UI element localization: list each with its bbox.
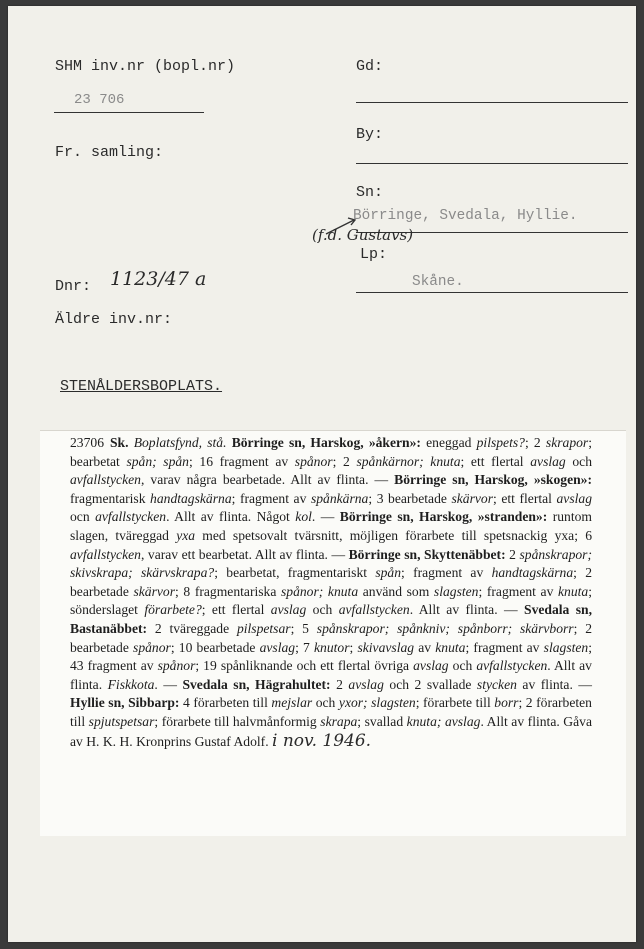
category-heading: STENÅLDERSBOPLATS. [60, 378, 223, 395]
clipping-segment: slagsten [543, 639, 589, 655]
clipping-segment: 2 tväreggade [147, 620, 237, 636]
clipping-segment: 4 förarbeten till [179, 695, 272, 711]
clipping-segment: fragmentarisk [70, 490, 151, 506]
clipping-number: 23706 [70, 435, 104, 450]
clipping-segment: . Allt av flinta. Gåva av H. K. H. Kronprins Gustaf Adolf. [70, 713, 592, 749]
clipping-segment: spånkärnor; knuta [356, 453, 461, 469]
clipping-segment: ; 7 [295, 639, 314, 655]
clipping-segment: spånor [294, 453, 333, 469]
catalog-card [8, 6, 636, 942]
clipping-segment: Börringe sn, Harskog, »åkern»: [231, 435, 421, 450]
clipping-segment: pilspetsar [236, 620, 291, 636]
clipping-segment: knuta [435, 639, 466, 655]
sn-label: Sn: [356, 184, 384, 201]
clipping-segment: Svedala sn, Bastanäbbet: [70, 602, 592, 636]
lp-value: Skåne. [412, 274, 464, 290]
clipping-segment: förarbete? [144, 602, 202, 618]
clipping-segment: avslag [530, 453, 566, 469]
clipping-segment: ; 8 fragmentariska [175, 583, 281, 599]
clipping-segment: skivavslag [357, 639, 415, 655]
clipping-segment: , varav ett bearbetat. Allt av flinta. — [140, 546, 349, 562]
aldre-label: Äldre inv.nr: [55, 311, 173, 328]
clipping-segment: avfallstycken [338, 602, 410, 618]
clipping-segment: 2 [505, 546, 520, 562]
clipping-segment: ; 16 fragment av [188, 453, 295, 469]
handwritten-date: i nov. 1946. [272, 730, 372, 751]
clipping-segment: ; [349, 639, 358, 655]
clipping-segment: ; förarbete till [415, 695, 495, 711]
clipping-segment: och 2 svallade [383, 676, 477, 692]
clipping-segment: avslag [270, 602, 307, 618]
clipping-segment: . — [154, 676, 183, 692]
clipping-segment: Fiskkota [107, 676, 155, 692]
clipping-segment: ; sönderslaget [70, 583, 592, 618]
clipping-segment: ; 2 förarbeten till [70, 695, 592, 729]
clipping-segment: spånor [157, 658, 196, 674]
clipping-segment: ; svallad [357, 713, 407, 729]
clipping-segment: , varav några bearbetade. Allt av flinta. — [140, 472, 395, 488]
clipping-segment: knuta; avslag [406, 713, 481, 729]
clipping-segment: skärvor [451, 490, 494, 506]
inv-value: 23 706 [74, 92, 125, 108]
clipping-segment: skrapor [545, 435, 589, 450]
clipping-segment: 2 [330, 676, 349, 692]
clipping-segment: ; 2 bearbetade [70, 620, 592, 655]
clipping-segment: skärvor [133, 583, 176, 599]
by-rule [356, 163, 628, 164]
clipping-segment: handtagskärna [150, 490, 232, 506]
gd-label: Gd: [356, 58, 384, 75]
clipping-segment: använd som [358, 583, 434, 599]
clipping-segment: eneggad [420, 435, 477, 450]
clipping-segment: ; bearbetat [70, 435, 592, 469]
clipping-segment: handtagskärna [491, 565, 574, 581]
clipping-segment: . Allt av flinta. Något [166, 509, 296, 525]
clipping-segment: avfallstycken [70, 472, 141, 488]
clipping-segment: . — [311, 509, 340, 525]
clipping-segment: Sk. [109, 435, 129, 450]
clipping-segment: . Allt av flinta. [70, 658, 592, 692]
clipping-segment: spånskrapor; skivskrapa; skärvskrapa? [70, 546, 592, 581]
clipping-segment: och [306, 602, 339, 618]
clipping-segment: och [448, 658, 477, 674]
clipping-segment: yxor; slagsten [338, 695, 416, 711]
clipping-segment: ; förarbete till halvmånformig [154, 713, 321, 729]
lp-rule [356, 292, 628, 293]
clipping-segment: ; 2 bearbetade [70, 565, 592, 599]
sn-value: Börringe, Svedala, Hyllie. [353, 208, 578, 224]
clipping-segment: spån [375, 565, 402, 581]
handwritten-note: (f.d. Gustavs) [312, 226, 414, 244]
clipping-segment: avfallstycken [476, 658, 548, 674]
clipping-segment: skrapa [320, 713, 358, 729]
clipping-segment: avslag [413, 658, 449, 674]
clipping-segment: kol [295, 509, 312, 525]
clipping-segment: pilspets? [476, 435, 525, 450]
clipping-segment: Börringe sn, Harskog, »skogen»: [394, 472, 592, 488]
clipping-segment: spånskrapor; spånkniv; spånborr; skärvborr [316, 620, 574, 636]
clipping-segment: avfallstycken [70, 546, 141, 562]
clipping-segment: ; 2 [332, 453, 357, 469]
clipping-segment: ; 43 fragment av [70, 639, 592, 674]
clipping-segment: mejslar [271, 695, 313, 711]
dnr-label: Dnr: [55, 278, 92, 295]
clipping-segment: Börringe sn, Harskog, »stranden»: [339, 509, 548, 525]
clipping-segment: avfallstycken [95, 509, 167, 525]
clipping-segment: Hyllie sn, Sibbarp: [70, 695, 180, 711]
clipping-segment: med spetsovalt tvärsnitt, möjligen förarbete till spetsnackig yxa; 6 [195, 527, 592, 543]
dnr-value: 1123/47 a [110, 268, 207, 290]
clipping-segment: ; 5 [290, 620, 317, 636]
clipping-segment: spånor; knuta [281, 583, 359, 599]
clipping-segment: yxa [176, 527, 196, 543]
clipping-segment: Börringe sn, Skyttenäbbet: [348, 546, 506, 562]
inv-label: SHM inv.nr (bopl.nr) [55, 58, 236, 75]
clipping-segment: knutor [314, 639, 350, 655]
clipping-segment: ; 19 spånliknande och ett flertal övriga [195, 658, 414, 674]
gd-rule [356, 102, 628, 103]
clipping-segment: ; fragment av [231, 490, 311, 506]
clipping-segment: knuta [558, 583, 589, 599]
clipping-segment: Svedala sn, Hägrahultet: [182, 676, 331, 692]
clipping-segment: slagsten [433, 583, 479, 599]
clipping-segment: spån; spån [126, 453, 189, 469]
by-label: By: [356, 126, 384, 143]
clipping-segment: stycken [476, 676, 517, 692]
clipping-segment: ; fragment av [465, 639, 544, 655]
clipping-segment: avslag [556, 490, 592, 506]
clipping-segment: ; 2 [524, 435, 546, 450]
clipping-segment: ocn [70, 509, 96, 525]
clipping-segment: Boplatsfynd, stå. [128, 435, 232, 450]
clipping-segment: spånor [133, 639, 171, 655]
catalog-clipping [40, 430, 626, 836]
lp-label: Lp: [360, 246, 388, 263]
clipping-segment: spjutspetsar [88, 713, 155, 729]
clipping-segment: . Allt av flinta. — [409, 602, 525, 618]
clipping-segment: ; ett flertal [493, 490, 557, 506]
clipping-segment: ; bearbetat, fragmentariskt [214, 565, 376, 581]
clipping-segment: ; fragment av [478, 583, 559, 599]
clipping-segment: ; 3 bearbetade [368, 490, 452, 506]
samling-label: Fr. samling: [55, 144, 164, 161]
clipping-segment: ; fragment av [401, 565, 492, 581]
clipping-segment: av [414, 639, 436, 655]
clipping-segment: ; 10 bearbetade [170, 639, 260, 655]
clipping-segment: ; ett flertal [201, 602, 271, 618]
clipping-segment: ; ett flertal [460, 453, 531, 469]
clipping-segment: avslag [348, 676, 384, 692]
clipping-segment: avslag [259, 639, 296, 655]
clipping-segment: och [565, 453, 592, 469]
clipping-segment: borr [494, 695, 519, 711]
clipping-segment: och [312, 695, 339, 711]
inv-underline [54, 112, 204, 113]
clipping-text [70, 434, 592, 751]
clipping-segment: runtom slagen, tväreggad [70, 509, 592, 543]
clipping-segment: spånkärna [310, 490, 369, 506]
clipping-segment: av flinta. — [516, 676, 592, 692]
